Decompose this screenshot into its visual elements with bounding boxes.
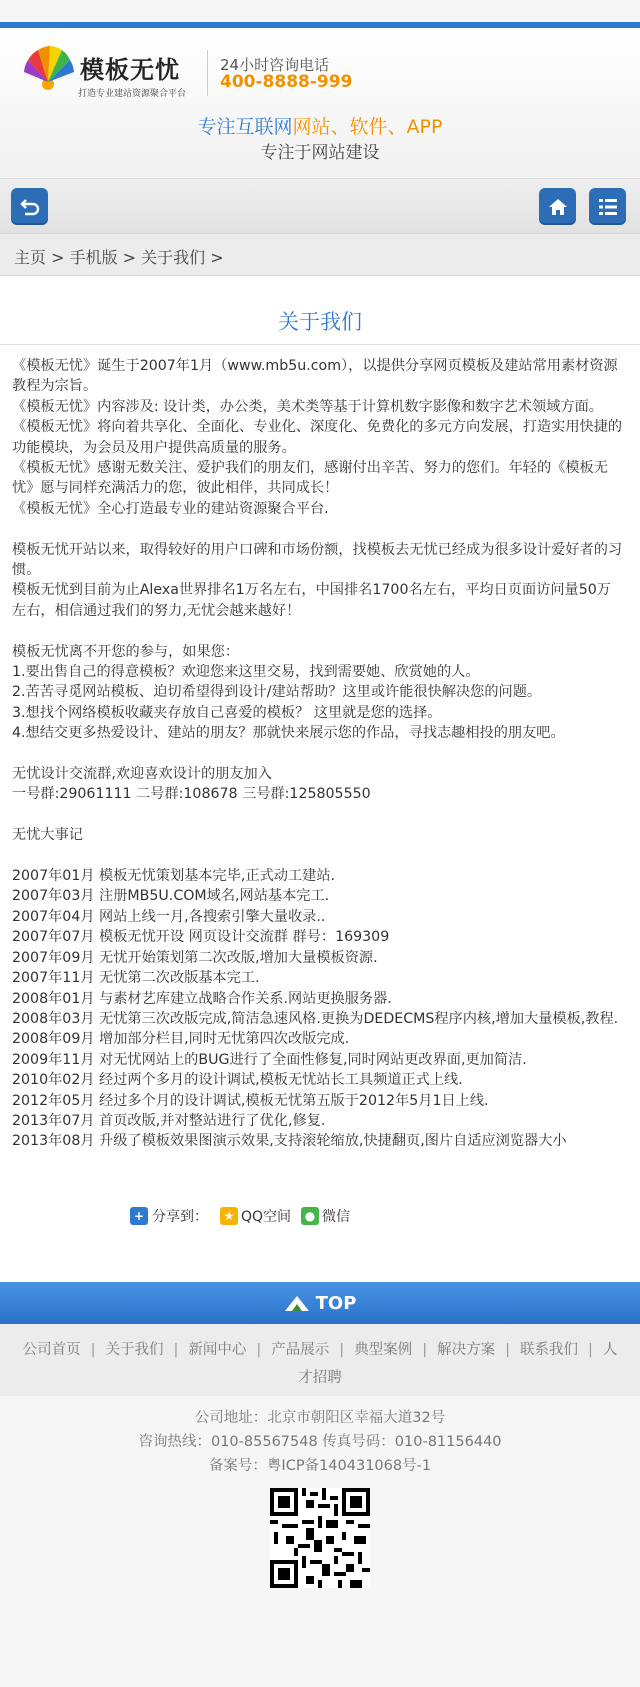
blank-line — [12, 805, 624, 825]
hotline-label: 24小时咨询电话 — [220, 56, 330, 74]
footer-separator: | — [256, 1342, 262, 1358]
article-paragraph: 2010年02月 经过两个多月的设计调试,模板无忧站长工具频道正式上线. — [12, 1072, 463, 1089]
slogan-part-1: 专注互联网 — [197, 116, 293, 138]
article-paragraph: 一号群:29061111 二号群:108678 三号群:125805550 — [12, 786, 371, 803]
footer-nav — [0, 1324, 640, 1396]
footer-separator: | — [505, 1342, 510, 1358]
article-paragraph: 2007年01月 模板无忧策划基本完毕,正式动工建站. — [12, 868, 336, 885]
footer-link[interactable]: 人才招聘 — [298, 1342, 618, 1386]
qr-code-image — [270, 1488, 370, 1588]
article-paragraph: 2007年03月 注册MB5U.COM域名,网站基本完工. — [12, 888, 330, 905]
footer-separator: | — [173, 1342, 179, 1358]
article-paragraph: 无忧大事记 — [12, 827, 83, 844]
footer-link[interactable]: 解决方案 — [437, 1342, 496, 1358]
footer-link[interactable]: 联系我们 — [519, 1342, 578, 1358]
share-label: 分享到： — [152, 1209, 208, 1225]
footer-contact: 咨询热线：010-85567548 传真号码：010-81156440 — [138, 1434, 502, 1450]
article-paragraph: 2013年08月 升级了模板效果图演示效果,支持滚轮缩放,快捷翻页,图片自适应浏览器大小 — [12, 1133, 567, 1150]
footer-separator: | — [587, 1342, 593, 1358]
slogan-part-2: 网站、软件、APP — [292, 116, 443, 138]
footer-separator: | — [339, 1342, 345, 1358]
article-paragraph: 2007年07月 模板无忧开设 网页设计交流群 群号：169309 — [12, 929, 390, 946]
article-paragraph: 模板无忧到目前为止Alexa世界排名1万名左右，中国排名1700名左右，平均日页面访问量50万左右，相信通过我们的努力,无忧会越来越好！ — [12, 582, 611, 619]
slogan-line-2: 专注于网站建设 — [260, 143, 380, 163]
back-button[interactable] — [11, 188, 48, 225]
menu-button[interactable] — [589, 188, 626, 225]
article-paragraph: 模板无忧离不开您的参与，如果您： — [12, 643, 240, 660]
article-body — [12, 356, 624, 1152]
blank-line — [12, 846, 624, 866]
top-label: TOP — [315, 1292, 357, 1314]
article-paragraph: 1.要出售自己的得意模板？欢迎您来这里交易，找到需要她、欣赏她的人。 — [12, 664, 480, 681]
logo-title: 模板无忧 — [80, 56, 180, 84]
footer-link[interactable]: 新闻中心 — [188, 1342, 247, 1358]
footer-link[interactable]: 公司首页 — [22, 1342, 81, 1358]
footer-icp: 备案号：粤ICP备140431068号-1 — [208, 1458, 432, 1474]
share-qzone-label: QQ空间 — [241, 1209, 292, 1225]
site-header — [0, 28, 640, 178]
article-paragraph: 2012年05月 经过多个月的设计调试,模板无忧第五版于2012年5月1日上线. — [12, 1092, 489, 1109]
share-plus-icon: + — [130, 1207, 148, 1225]
footer-link[interactable]: 典型案例 — [354, 1342, 413, 1358]
footer-link[interactable]: 产品展示 — [271, 1342, 330, 1358]
article-paragraph: 2008年01月 与素材艺库建立战略合作关系.网站更换服务器. — [12, 990, 392, 1007]
blank-line — [12, 519, 624, 539]
article-paragraph: 2013年07月 首页改版,并对整站进行了优化,修复. — [12, 1112, 326, 1129]
qzone-star-icon: ★ — [220, 1207, 238, 1225]
article-paragraph: 3.想找个网络模板收藏夹存放自己喜爱的模板？ 这里就是您的选择。 — [12, 704, 442, 721]
article-paragraph: 《模板无忧》诞生于2007年1月（www.mb5u.com），以提供分享网页模板及建站常用素材资源教程为宗旨。 — [12, 358, 618, 395]
hotline-number[interactable]: 400-8888-999 — [220, 72, 353, 92]
title-divider — [0, 344, 640, 345]
article-paragraph: 《模板无忧》内容涉及: 设计类，办公类，美术类等基于计算机数字影像和数字艺术领域方面。 — [12, 398, 603, 415]
logo-subtitle: 打造专业建站资源聚合平台 — [78, 89, 187, 99]
article-paragraph: 2007年11月 无忧第二次改版基本完工. — [12, 970, 260, 987]
article-paragraph: 模板无忧开站以来，取得较好的用户口碑和市场份额，找模板去无忧已经成为很多设计爱好者的习惯。 — [12, 541, 623, 579]
article-paragraph: 4.想结交更多热爱设计、建站的朋友？那就快来展示您的作品，寻找志趣相投的朋友吧。 — [12, 725, 565, 742]
article-paragraph: 2009年11月 对无忧网站上的BUG进行了全面性修复,同时网站更改界面,更加简洁. — [12, 1051, 527, 1068]
mountain-arrow-icon — [284, 1294, 310, 1312]
footer-link[interactable]: 关于我们 — [105, 1342, 164, 1358]
main-content — [0, 276, 640, 1282]
article-paragraph: 《模板无忧》感谢无数关注、爱护我们的朋友们，感谢付出辛苦、努力的您们。年轻的《模板无忧》愿与同样充满活力的您，彼此相伴，共同成长！ — [12, 460, 608, 497]
article-paragraph: 2007年04月 网站上线一月,各搜索引擎大量收录.. — [12, 908, 326, 925]
share-qzone-button[interactable] — [220, 1206, 291, 1226]
footer-info — [0, 1396, 640, 1478]
article-paragraph: 2007年09月 无忧开始策划第二次改版,增加大量模板资源. — [12, 949, 378, 966]
article-paragraph: 《模板无忧》全心打造最专业的建站资源聚合平台. — [12, 500, 329, 517]
footer-separator: | — [422, 1342, 428, 1358]
header-divider — [207, 50, 208, 96]
back-arrow-icon — [19, 196, 41, 218]
blank-line — [12, 744, 624, 764]
peacock-logo-icon — [20, 42, 76, 98]
home-icon — [547, 196, 569, 218]
breadcrumb[interactable]: 主页 > 手机版 > 关于我们 > — [0, 234, 640, 276]
article-paragraph: 无忧设计交流群,欢迎喜欢设计的朋友加入 — [12, 766, 272, 783]
footer-address: 公司地址：北京市朝阳区幸福大道32号 — [194, 1410, 446, 1426]
footer-separator: | — [90, 1342, 96, 1358]
page-title: 关于我们 — [278, 310, 362, 334]
share-wechat-label: 微信 — [322, 1209, 351, 1225]
site-logo[interactable] — [20, 42, 195, 102]
share-bar — [130, 1206, 356, 1226]
back-to-top-button[interactable] — [0, 1282, 640, 1324]
slogan-line-1 — [0, 112, 640, 139]
article-paragraph: 2008年03月 无忧第三次改版完成,简洁急速风格.更换为DEDECMS程序内核,增加大量模板,教程. — [12, 1010, 619, 1027]
article-paragraph: 2.苦苦寻觅网站模板、迫切希望得到设计/建站帮助？这里或许能很快解决您的问题。 — [12, 684, 542, 701]
wechat-icon: ● — [301, 1207, 319, 1225]
share-wechat-button[interactable] — [301, 1206, 350, 1226]
blank-line — [12, 621, 624, 641]
nav-bar — [0, 178, 640, 234]
list-menu-icon — [597, 196, 619, 218]
article-paragraph: 2008年09月 增加部分栏目,同时无忧第四次改版完成. — [12, 1031, 350, 1048]
home-button[interactable] — [539, 188, 576, 225]
article-paragraph: 《模板无忧》将向着共享化、全面化、专业化、深度化、免费化的多元方向发展，打造实用快捷的功能模块，为会员及用户提供高质量的服务。 — [12, 419, 623, 456]
